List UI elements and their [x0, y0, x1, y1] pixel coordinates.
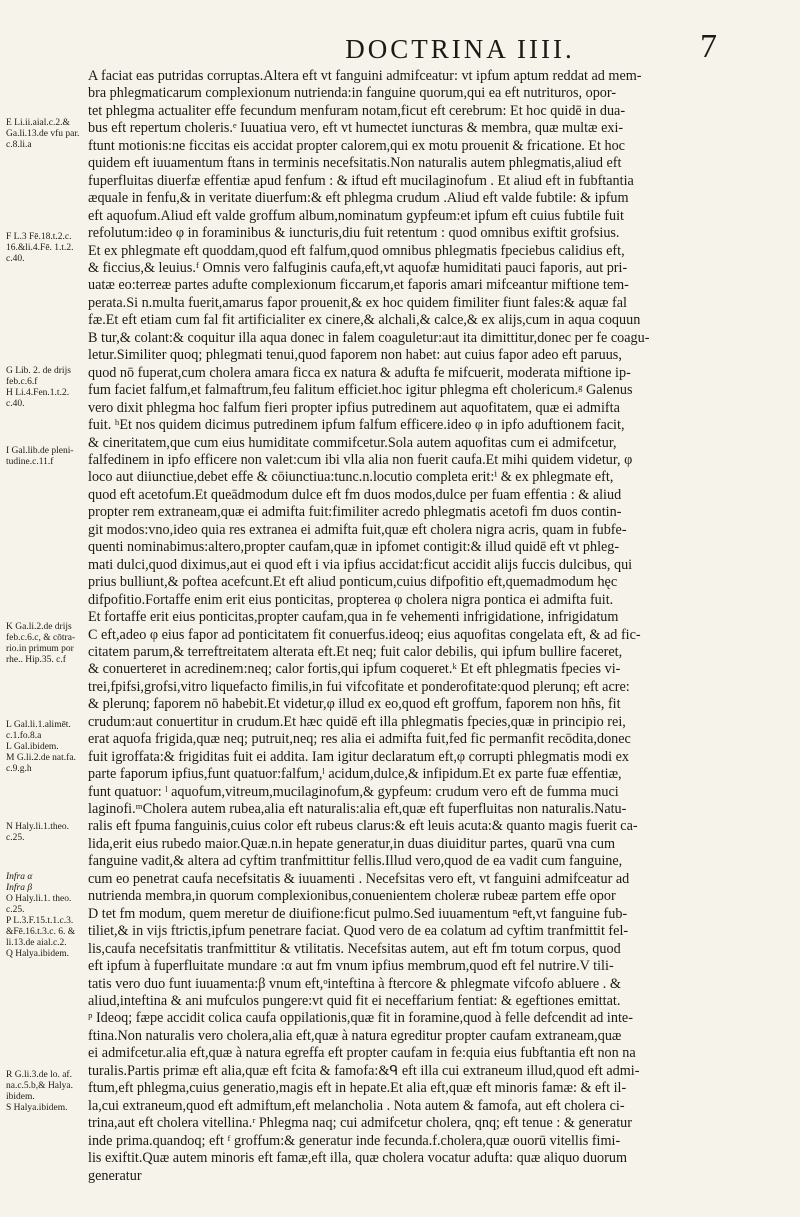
margin-note-line: c.25. — [6, 833, 25, 843]
text-line: vero dixit phlegma hoc falfum fieri propter ipfius putredinem aut aquofitatem, quæ ei admifta — [88, 399, 620, 416]
text-line: & cineritatem,que cum eius humiditate commifcetur.Sola autem aquofitas cum ei admifcetur, — [88, 434, 617, 451]
margin-note-line: N Haly.li.1.theo. — [6, 822, 69, 832]
text-line: æquale in fenfu,& in veritate diuerfum:& eft phlegma crudum .Aliud eft valde fubtile: & ipfum — [88, 190, 629, 207]
margin-note-line: c.25. — [6, 905, 25, 915]
margin-note — [6, 446, 86, 468]
text-line: tatis vero duo funt iuuamenta:β vnum eft,ᵒinteftina à ftercore & phlegmate vifcofo abluere . & — [88, 975, 621, 992]
text-line: quod eft acetofum.Et queādmodum dulce eft fm duos modos,dulce per fuam effentia : & aliud — [88, 486, 622, 503]
text-line: erat aquofa frigida,quæ neq; putruit,neq; res alia ei admifta fuit,fed fic permanfit recōdita,donec — [88, 731, 631, 748]
margin-note-line: 16.&li.4.Fē. 1.t.2. — [6, 243, 74, 253]
text-line: ftum,eft phlegma,cuius generatio,magis eft in hepate.Et alia eft,quæ eft minoris famæ: & eft il- — [88, 1080, 627, 1097]
text-line: laginofi.ᵐCholera autem rubea,alia eft naturalis:alia eft,quæ eft fuperfluitas non naturalis.Natu- — [88, 801, 627, 818]
margin-note-line: Infra α — [6, 872, 33, 882]
text-line: fanguine vadit,& altera ad cyftim tranfmittitur fellis.Illud vero,quod de ea vadit cum fanguine, — [88, 853, 623, 870]
text-line: ftina.Non naturalis vero cholera,alia eft,quæ à natura egreditur propter caufam extraneam,quæ — [88, 1027, 622, 1044]
margin-note — [6, 872, 86, 960]
running-header: DOCTRINA IIII. — [345, 34, 575, 64]
margin-note — [6, 366, 86, 410]
margin-note-line: E Li.ii.aial.c.2.& — [6, 118, 70, 128]
text-line: perata.Si n.multa fuerit,amarus fapor prouenit,& ex hoc quidem fimiliter fiunt fales:& aquæ fal — [88, 294, 627, 311]
text-line: uatæ eo:terreæ partes adufte complexionum ficcarum,et faporis amari mifceantur miftione tem- — [88, 277, 629, 294]
text-line: refolutum:ideo φ in foraminibus & iuncturis,diu fuit retentum : quod omnibus exiftit grofsius. — [88, 225, 620, 242]
text-line: funt quatuor: ˡ aquofum,vitreum,mucilaginofum,& gypfeum: crudum vero eft de fumma muci — [88, 783, 619, 800]
text-line: tiliet,& in vijs ftrictis,ipfum penetrare faciat. Quod vero de ea colatum ad cyftim tranfmittit fel- — [88, 923, 629, 940]
margin-note — [6, 232, 86, 265]
text-line: fæ.Et eft etiam cum fal fit artificialiter ex cinere,& alchali,& calce,& ex alijs,cum in aqua coquun — [88, 312, 641, 329]
text-line: fum faciet falfum,et falmaftrum,feu falitum efficiet.hoc igitur phlegma eft cholericum.ᵍ Galenus — [88, 382, 633, 399]
margin-note-line: M G.li.2.de nat.fa. — [6, 753, 76, 763]
text-line: Et ex phlegmate eft quoddam,quod eft falfum,quod omnibus phlegmatis fpeciebus calidius eft, — [88, 242, 625, 259]
text-line: crudum:aut conuertitur in crudum.Et hæc quidē eft illa phlegmatis fpecies,quæ in principio rei, — [88, 713, 626, 730]
margin-note-line: li.13.de aial.c.2. — [6, 938, 67, 948]
margin-note — [6, 1070, 86, 1114]
text-line: ei admifcetur.alia eft,quæ à natura egreffa eft propter caufam in fe:quia eius fubftantia eft non na — [88, 1045, 636, 1062]
margin-note-line: F L.3 Fē.18.t.2.c. — [6, 232, 72, 242]
margin-note-line: na.c.5.b,& Halya. — [6, 1081, 74, 1091]
text-line: & plerunq; faporem nō habebit.Et videtur,φ illud ex eo,quod eft groffum, faporem non hñs, fit — [88, 696, 621, 713]
margin-note-line: I Gal.lib.de pleni- — [6, 446, 74, 456]
text-line: bus eft repertum choleris.ᵉ Iuuatiua vero, eft vt humectet iuncturas & membra, quæ multæ exi- — [88, 120, 624, 137]
text-line: trina,aut eft cholera vitellina.ʳ Phlegma naq; cui admifcetur cholera, qnq; eft tenue : & generatur — [88, 1115, 632, 1132]
text-line: B tur,& colant:& coquitur illa aqua donec in falem coaguletur:aut ita dimittitur,donec per fe coagu- — [88, 329, 650, 346]
margin-note-line: P L.3.F.15.t.1.c.3. — [6, 916, 74, 926]
margin-note-line: rhe.. Hip.35. c.f — [6, 655, 66, 665]
text-line: quidem eft iuuamentum ftans in terminis necefsitatis.Non naturalis autem phlegmatis,aliud eft — [88, 155, 622, 172]
margin-note-line: c.9.g.h — [6, 764, 32, 774]
text-line: Et fortaffe erit eius ponticitas,propter caufam,qua in fe vehementi infrigidatione, infrigidatum — [88, 609, 619, 626]
text-line: generatur — [88, 1167, 142, 1184]
text-line: cum eo penetrat caufa necefsitatis & iuuamenti . Necefsitas vero eft, vt fanguini admifceatur ad — [88, 870, 630, 887]
margin-note-line: Ga.li.13.de vfu par. — [6, 129, 80, 139]
margin-note — [6, 822, 86, 844]
text-line: A faciat eas putridas corruptas.Altera eft vt fanguini admifceatur: vt ipfum aptum reddat ad mem- — [88, 68, 642, 84]
text-line: lis,caufa necefsitatis tranfmittitur & vtilitatis. Necefsitas autem, aut eft fm totum corpus, quod — [88, 940, 621, 957]
text-line: inde prima.quandoq; eft ᶠ groffum:& generatur inde fecunda.f.cholera,quæ ouorū vitellis fimi- — [88, 1132, 621, 1149]
margin-note-line: H Li.4.Fen.1.t.2. — [6, 388, 70, 398]
text-line: propter rem extraneam,quæ ei admifta fuit:fimiliter acredo phlegmatis acetofi fm duos contin- — [88, 504, 622, 521]
main-text — [88, 68, 748, 1185]
margin-note-line: R G.li.3.de lo. af. — [6, 1070, 72, 1080]
margin-note-line: S Halya.ibidem. — [6, 1103, 68, 1113]
text-line: C eft,adeo φ eius fapor ad ponticitatem fit conuerfus.ideoq; eius aquofitas congelata eft, & ad fic- — [88, 626, 641, 643]
margin-note-line: L Gal.li.1.alimēt. — [6, 720, 71, 730]
margin-note-line: tudine.c.11.f — [6, 457, 54, 467]
margin-note-line: Q Halya.ibidem. — [6, 949, 70, 959]
text-line: citatem parum,& terreftreitatem alterata eft.Et neq; fuit calor debilis, qui ipfum bullire faceret, — [88, 643, 623, 660]
text-line: nutrienda membra,in quorum complexionibus,conuenientem choleræ rubeæ partem effe opor — [88, 888, 616, 905]
margin-note-line: c.40. — [6, 254, 25, 264]
margin-note-line: G Lib. 2. de drijs — [6, 366, 71, 376]
text-line: eft ipfum à fuperfluitate mundare :α aut fm vnum ipfius membrum,quod eft fel nutrire.V tili- — [88, 958, 614, 975]
text-line: ralis eft fpuma fanguinis,cuius color eft rubeus clarus:& eft leuis acuta:& quanto magis fuerit ca- — [88, 818, 638, 835]
margin-note-line: ibidem. — [6, 1092, 35, 1102]
margin-note-line: rio.in primum por — [6, 644, 74, 654]
text-line: lis exiftit.Quæ autem minoris eft famæ,eft illa, quæ cholera vocatur adufta: quæ aliquo duorum — [88, 1150, 628, 1167]
text-line: & conuerteret in acredinem:neq; calor fortis,qui ipfum coqueret.ᵏ Et eft phlegmatis fpecies vi- — [88, 661, 621, 678]
text-line: prius bulliunt,& poftea acefcunt.Et eft aliud ponticum,cuius difpofitio eft,quemadmodum hęc — [88, 574, 618, 591]
text-line: aliud,inteftina & ani mufculos pungere:vt quid fit ei neceffarium fentiat: & egeftiones emittat. — [88, 993, 621, 1010]
text-line: fuit igroffata:& frigiditas fuit ei addita. Iam igitur declaratum eft,φ corrupti phlegmatis modi ex — [88, 748, 629, 765]
margin-note-line: K Ga.li.2.de drijs — [6, 622, 72, 632]
text-line: tet phlegma actualiter effe fecundum menfuram notam,ficut eft cerebrum: Et hoc quidē in dua- — [88, 102, 626, 119]
margin-note-line: c.8.li.a — [6, 140, 32, 150]
margin-note-line: feb.c.6.c, & cōtra- — [6, 633, 76, 643]
text-line: lida,erit eius rubedo maior.Quæ.n.in hepate generatur,in duas diuiditur partes, quarū vna cum — [88, 835, 615, 852]
text-line: loco aut diiunctiue,debet effe & cōiunctiua:tunc.n.locutio completa erit:ⁱ & ex phlegmate eft, — [88, 469, 614, 486]
text-line: letur.Similiter quoq; phlegmati tenui,quod faporem non habet: aut cuius fapor adeo eft paruus, — [88, 347, 622, 364]
margin-note-line: c.1.fo.8.a — [6, 731, 42, 741]
margin-note-line: L Gal.ibidem. — [6, 742, 59, 752]
text-line: eft aquofum.Aliud eft valde groffum album,nominatum gypfeum:et ipfum eft cuius fubtile fuit — [88, 207, 624, 224]
text-line: la,cui extraneum,quod eft admiftum,eft melancholia . Nota autem & famofa, aut eft cholera ci- — [88, 1097, 625, 1114]
text-line: quod nō fuperat,cum cholera amara ficca ex natura & adufta fe mifcuerit, moderata miftione ip- — [88, 364, 631, 381]
text-line: difpofitio.Fortaffe enim erit eius ponticitas, propterea φ cholera nigra pontica ei admifta fuit. — [88, 591, 614, 608]
text-line: git modos:vno,ideo quia res extranea ei admifta fuit,quæ eft cholera nigra acris, quam in fubfe- — [88, 521, 627, 538]
text-line: & ficcius,& leuius.ᶠ Omnis vero falfuginis caufa,eft,vt aquofæ humiditati pauci faporis, aut pri- — [88, 259, 628, 276]
margin-note — [6, 622, 86, 666]
text-line: fuit. ʰEt nos quidem dicimus putredinem ipfum falfum efficere.ideo φ in ipfo aduftionem facit, — [88, 417, 625, 434]
margin-note-line: c.40. — [6, 399, 25, 409]
margin-note-line: &Fē.16.t.3.c. 6. & — [6, 927, 76, 937]
text-line: turalis.Partis primæ eft alia,quæ eft fcita & famofa:&ᑫ eft illa cui extraneum illud,quod eft admi- — [88, 1062, 640, 1079]
text-line: mati dulci,quod diximus,aut ei quod eft i via ipfius accidat:ficut accidit alijs fuccis dulcibus, qui — [88, 556, 633, 573]
margin-note-line: Infra β — [6, 883, 33, 893]
text-line: parte faporum ipfius,funt quatuor:falfum,ˡ acidum,dulce,& infipidum.Et ex parte fuæ effentiæ, — [88, 766, 622, 783]
margin-note — [6, 118, 86, 151]
text-line: trei,fpifsi,grofsi,vitro liquefacto fimilis,in fui vifcofitate et ponderofitate:quod plerunq; eft acre: — [88, 678, 630, 695]
margin-note — [6, 720, 86, 775]
text-line: fuperfluitas diuerfæ effentiæ apud fenfum : & iftud eft mucilaginofum . Et aliud eft in fubftantia — [88, 172, 634, 189]
text-line: quenti nominabimus:altero,propter caufam,quæ in ipfomet contigit:& illud quidē eft vt phleg- — [88, 539, 620, 556]
text-line: ᵖ Ideoq; fæpe accidit colica caufa oppilationis,quæ fit in foramine,quod à felle defcendit ad inte- — [88, 1010, 633, 1027]
page-number: 7 — [700, 28, 717, 65]
margin-note-line: feb.c.6.f — [6, 377, 38, 387]
text-line: falfedinem in ipfo efficere non valet:cum ibi vlla alia non fuerit caufa.Et mihi quidem videtur, φ — [88, 451, 633, 468]
text-line: bra phlegmaticarum complexionum nutrienda:in fanguine quorum,qui ea eft nutrituros, opor- — [88, 85, 617, 102]
text-line: ftunt motionis:ne ficcitas eis accidat propter calorem,qui ex motu prouenit & fricatione. Et hoc — [88, 137, 625, 154]
margin-note-line: O Haly.li.1. theo. — [6, 894, 72, 904]
text-line: D tet fm modum, quem meretur de diuifione:ficut pulmo.Sed iuuamentum ⁿeft,vt fanguine fub- — [88, 905, 628, 922]
